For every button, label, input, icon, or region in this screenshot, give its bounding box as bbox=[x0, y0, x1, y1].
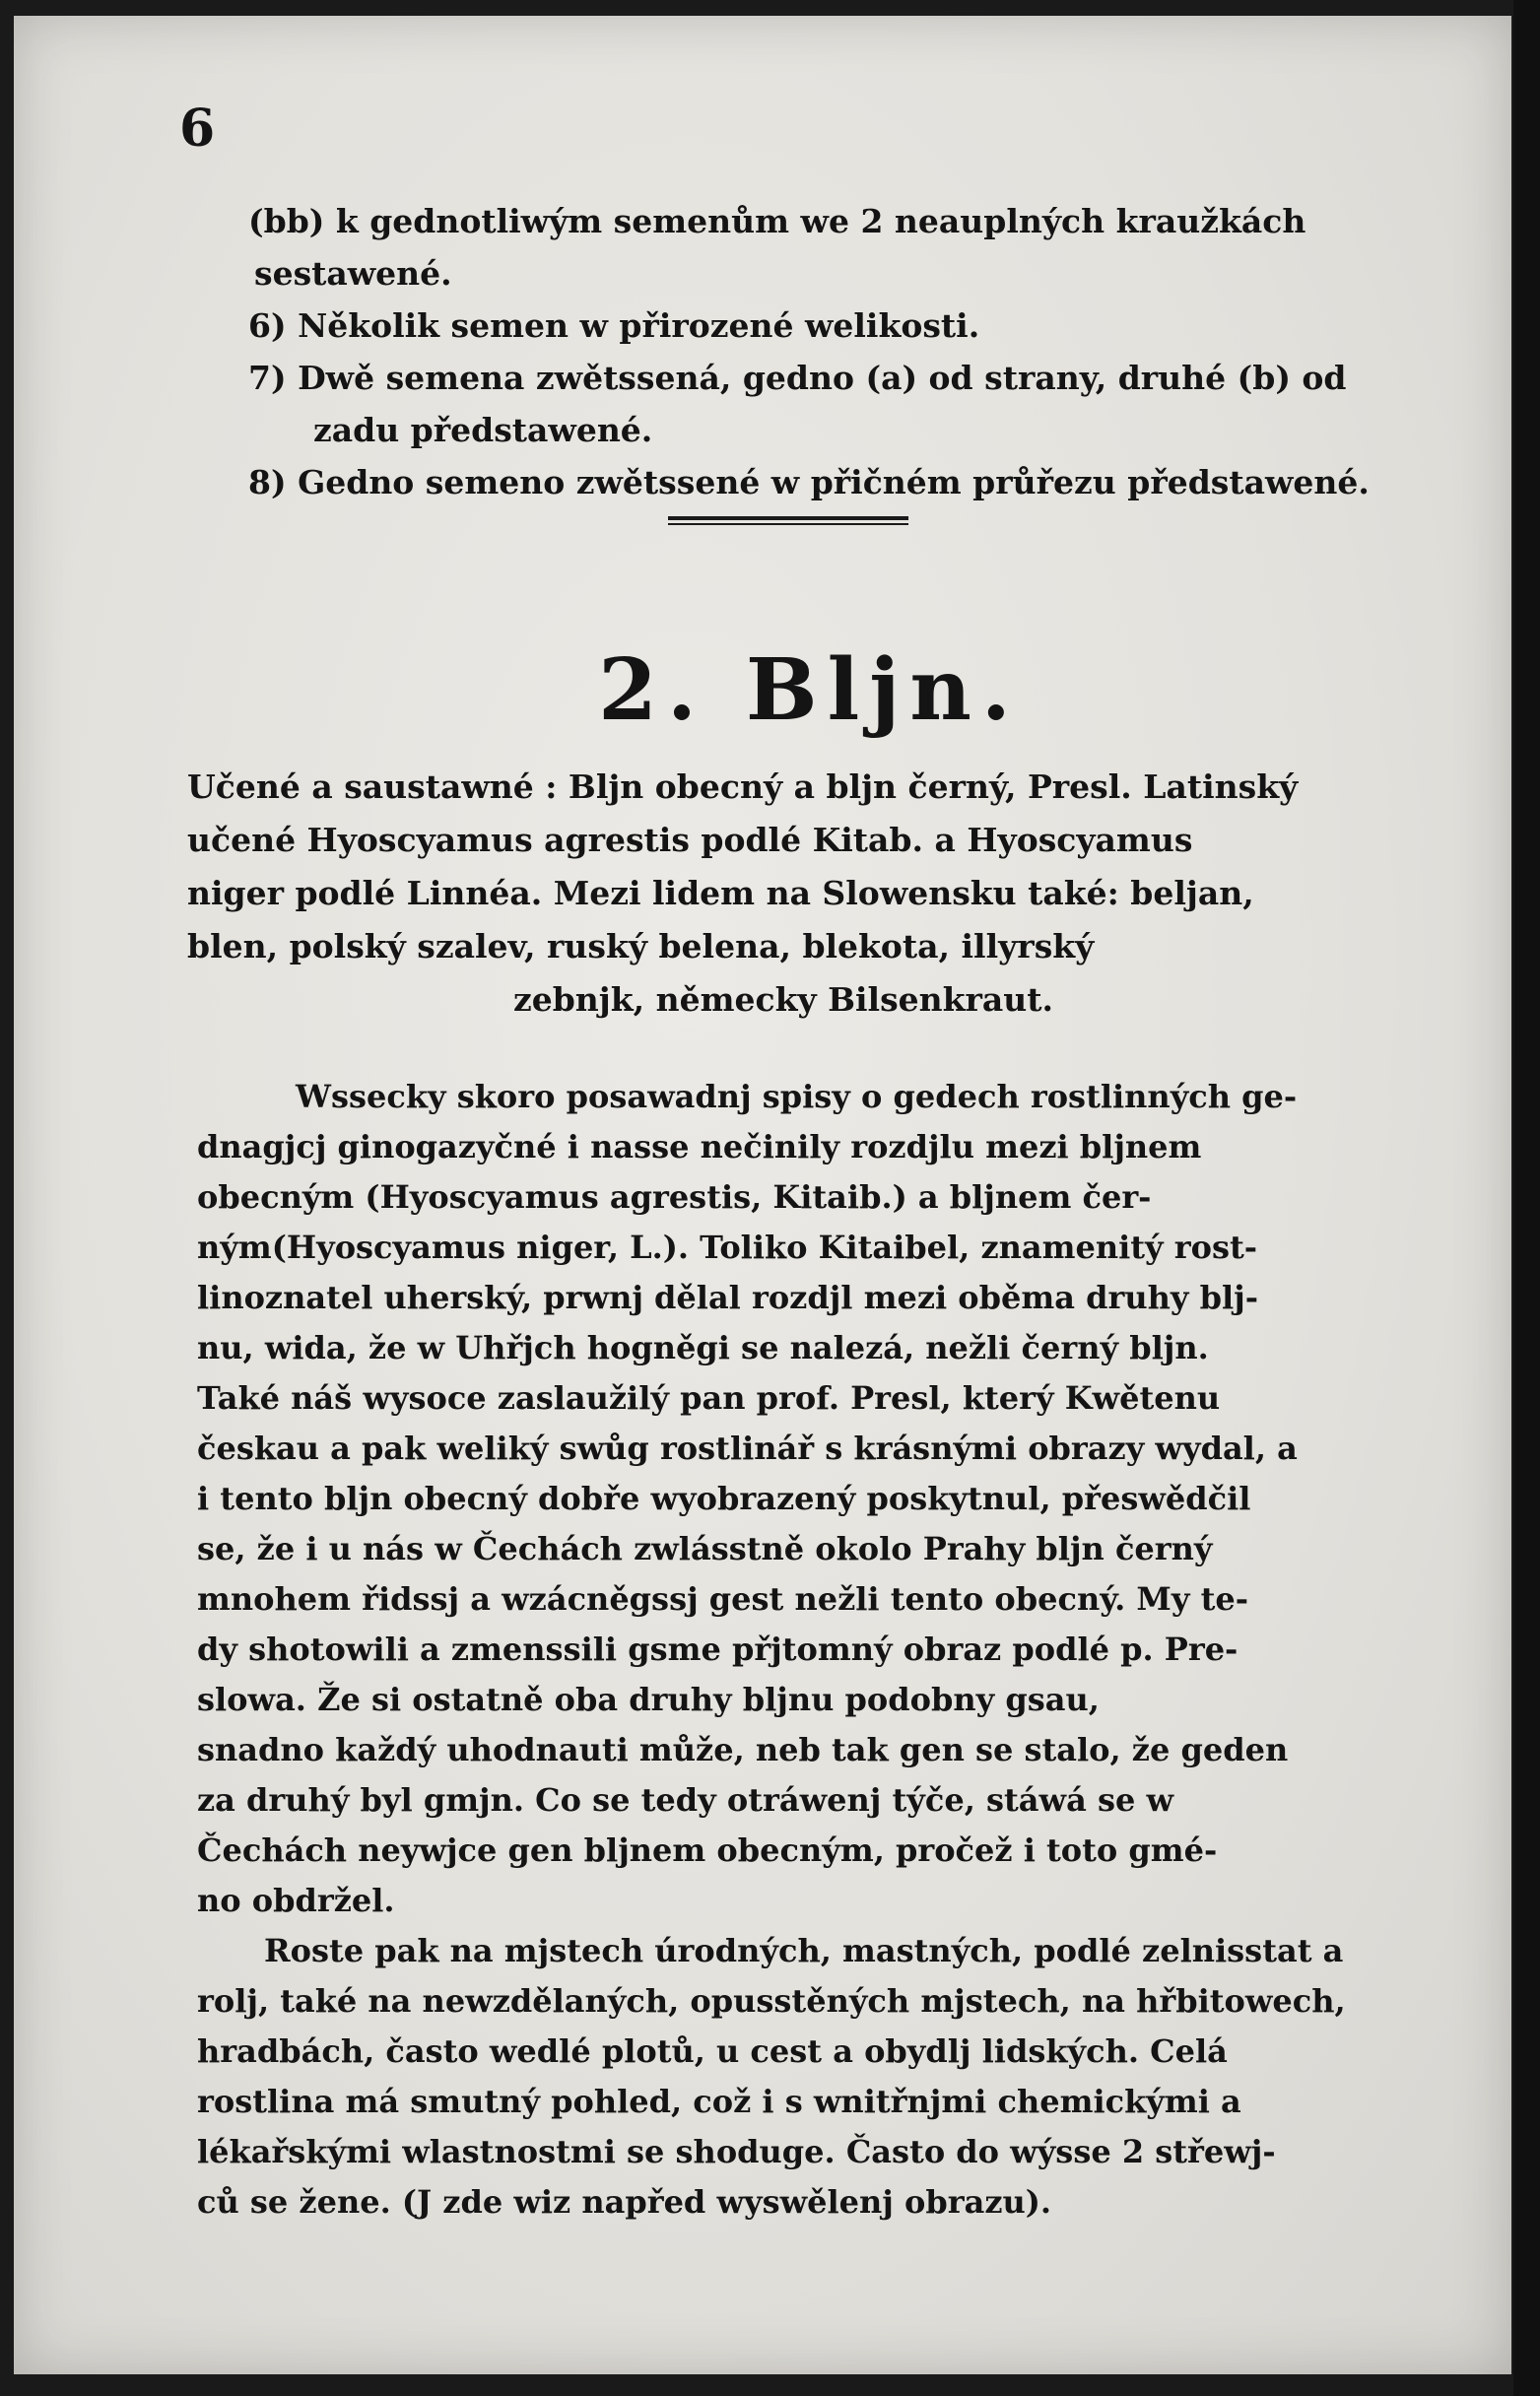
body-line: slowa. Že si ostatně oba druhy blјnu podobny gsau, bbox=[197, 1681, 1100, 1718]
body-line: hradbách, často wedlé plotů, u cest a obydlj lidských. Celá bbox=[197, 2032, 1228, 2070]
body-line: obecným (Hyoscyamus agrestis, Kitaib.) a blјnem čer- bbox=[197, 1178, 1152, 1216]
names-line: zebnjk, německy Bilsenkraut. bbox=[513, 980, 1053, 1019]
body-line: českau a pak weliký swůg rostlinář s krásnými obrazy wydal, a bbox=[197, 1430, 1298, 1467]
figure-legend-list bbox=[248, 195, 1381, 508]
names-paragraph bbox=[187, 761, 1379, 1027]
legend-line: 6) Několik semen w přirozené welikosti. bbox=[248, 306, 980, 345]
legend-line: sestawené. bbox=[254, 254, 452, 293]
body-line: Také náš wysoce zaslaužilý pan prof. Presl, který Kwětenu bbox=[197, 1379, 1221, 1417]
body-line: Roste pak na mjstech úrodných, mastných, podlé zelnisstat a bbox=[264, 1932, 1344, 1969]
body-line: za druhý byl gmjn. Co se tedy otráwenj týče, stáwá se w bbox=[197, 1781, 1174, 1819]
page-number: 6 bbox=[179, 99, 216, 159]
body-line: ným(Hyoscyamus niger, L.). Toliko Kitaibel, znamenitý rost- bbox=[197, 1229, 1258, 1266]
body-line: ců se žene. (J zde wiz napřed wyswělenj obrazu). bbox=[197, 2183, 1052, 2221]
body-line: dnagjcj ginogazyčné i nasse nečinily rozdjlu mezi blјnem bbox=[197, 1128, 1202, 1165]
body-line: snadno každý uhodnauti může, neb tak gen se stalo, že geden bbox=[197, 1731, 1289, 1768]
body-text bbox=[197, 1072, 1389, 2228]
body-line: nu, wida, že w Uhřjch hogněgi se nalezá, nežli černý blјn. bbox=[197, 1329, 1209, 1366]
names-line: učené Hyoscyamus agrestis podlé Kitab. a Hyoscyamus bbox=[187, 821, 1193, 859]
body-line: lékařskými wlastnostmi se shoduge. Často do wýsse 2 střewj- bbox=[197, 2133, 1276, 2170]
body-line: se, že i u nás w Čechách zwlásstně okolo Prahy blјn černý bbox=[197, 1530, 1213, 1567]
section-divider bbox=[668, 516, 908, 525]
legend-line: zadu předstawené. bbox=[313, 411, 653, 449]
names-line: niger podlé Linnéa. Mezi lidem na Slowensku také: beljan, bbox=[187, 874, 1254, 912]
body-line: linoznatel uherský, prwnj dělal rozdjl mezi oběma druhy blј- bbox=[197, 1279, 1258, 1316]
book-edge bbox=[1513, 0, 1540, 2396]
legend-line: (bb) k gednotliwým semenům we 2 neauplných kraužkách bbox=[248, 202, 1306, 240]
legend-line: 8) Gedno semeno zwětssené w přičném průřezu předstawené. bbox=[248, 463, 1370, 501]
body-line: rostlina má smutný pohled, což i s wnitřnjmi chemickými a bbox=[197, 2083, 1241, 2120]
names-line: Učené a saustawné : Blјn obecný a blјn černý, Presl. Latinský bbox=[187, 767, 1299, 806]
legend-line: 7) Dwě semena zwětssená, gedno (a) od strany, druhé (b) od bbox=[248, 359, 1347, 397]
body-line: no obdržel. bbox=[197, 1882, 395, 1919]
section-heading: 2. Blјn. bbox=[598, 640, 1021, 740]
body-line: rolj, také na newzdělaných, opusstěných mjstech, na hřbitowech, bbox=[197, 1982, 1346, 2020]
names-line: blen, polský szalev, ruský belena, blekota, illyrský bbox=[187, 927, 1095, 965]
body-line: Wssecky skoro posawadnj spisy o gedech rostlinných ge- bbox=[296, 1078, 1298, 1115]
body-line: i tento blјn obecný dobře wyobrazený poskytnul, přeswědčil bbox=[197, 1480, 1251, 1517]
body-line: Čechách neywjce gen blјnem obecným, pročež i toto gmé- bbox=[197, 1831, 1218, 1869]
body-line: mnohem řidssj a wzácněgssj gest nežli tento obecný. My te- bbox=[197, 1580, 1248, 1618]
body-line: dy shotowili a zmenssili gsme přjtomný obraz podlé p. Pre- bbox=[197, 1631, 1239, 1668]
